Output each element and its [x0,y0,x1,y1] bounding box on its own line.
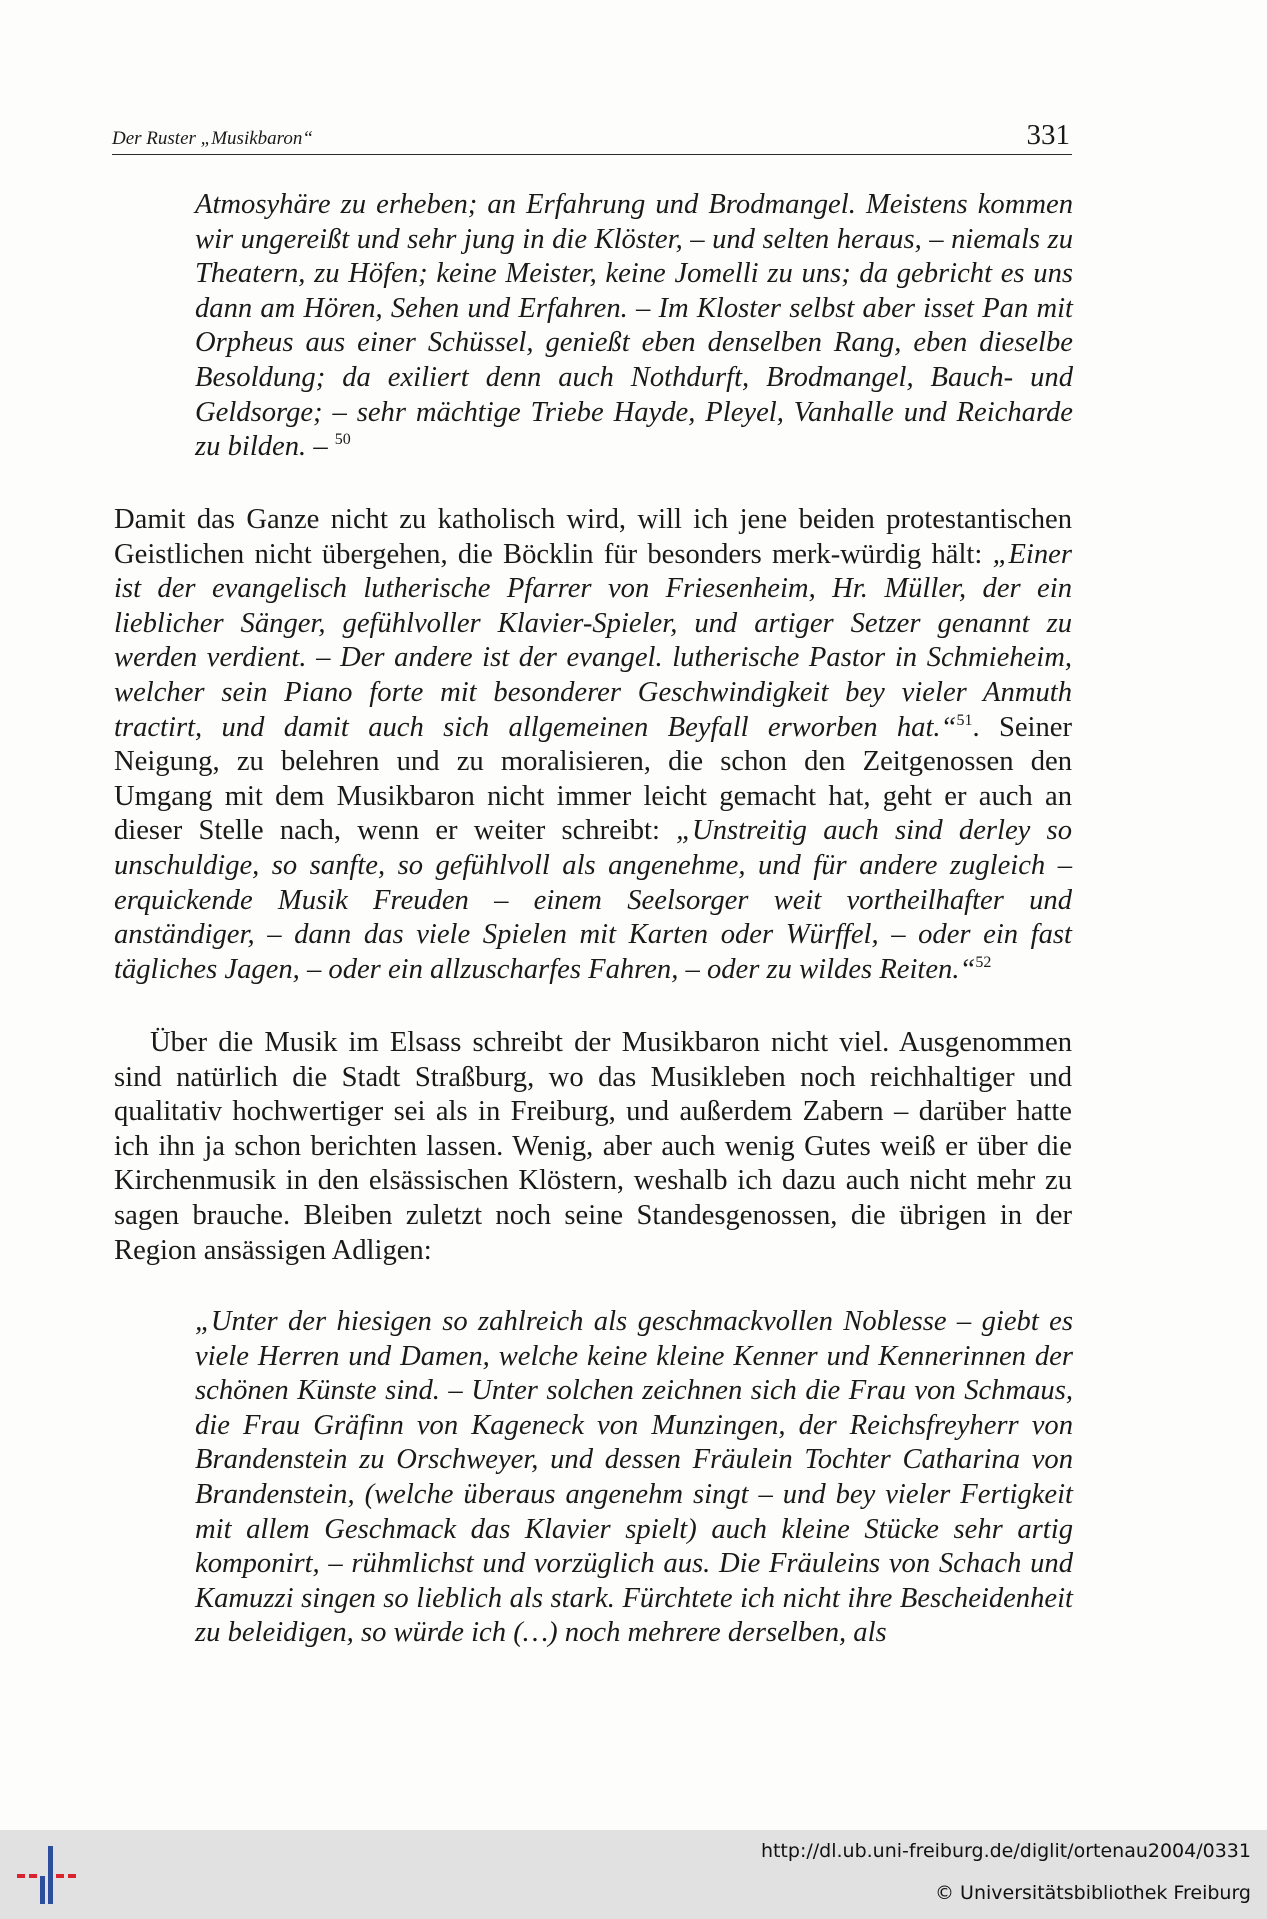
footer-bar [0,1830,1267,1919]
page-header [112,116,1072,155]
footnote-ref-52[interactable]: 52 [975,953,992,971]
paragraph-1 [114,503,1072,987]
footnote-ref-51[interactable]: 51 [956,711,973,729]
footer-copyright: © Universitätsbibliothek Freiburg [935,1882,1251,1904]
block-quote-2 [195,1305,1073,1651]
ub-freiburg-logo-icon [14,1840,84,1910]
paragraph-2-text: Über die Musik im Elsass schreibt der Musikbaron nicht viel. Ausgenommen sind natürlich die Stadt Straßburg, wo das Musikleben noch reichhaltiger und qualitativ hochwertiger sei als in Freiburg, und außerdem Zabern – darüber hatte ich ihn ja schon berichten lassen. Wenig, aber auch wenig Gutes weiß er über die Kirchenmusik in den elsässischen Klöstern, weshalb ich dazu auch nicht mehr zu sagen brauche. Bleiben zuletzt noch seine Standesgenossen, die übrigen in der Region ansässigen Adligen: [114,1027,1072,1266]
quote-2-text: „Unter der hiesigen so zahlreich als geschmackvollen Noblesse – giebt es viele Herren und Damen, welche keine kleine Kenner und Kennerinnen der schönen Künste sind. – Unter solchen zeichnen sich die Frau von Schmaus, die Frau Gräfinn von Kageneck von Munzingen, der Reichsfreyherr von Brandenstein zu Orschweyer, und dessen Fräulein Tochter Catharina von Brandenstein, (welche überaus angenehm singt – und bey vieler Fertigkeit mit allem Geschmack das Klavier spielt) auch kleine Stücke sehr artig komponirt, – rühmlichst und vorzüglich aus. Die Fräuleins von Schach und Kamuzzi singen so lieblich als stark. Fürchtete ich nicht ihre Bescheidenheit zu beleidigen, so würde ich (…) noch mehrere derselben, als [195,1306,1073,1649]
paragraph-2 [114,1026,1072,1268]
inline-quote-b: „Unstreitig auch sind derley so unschuldige, so sanfte, so gefühlvoll als angenehme, und für andere zugleich – erquickende Musik Freuden – einem Seelsorger weit vortheilhafter und anständiger, – dann das viele Spielen mit Karten oder Würffel, – oder ein fast tägliches Jagen, – oder ein allzuscharfes Fahren, – oder zu wildes Reiten.“ [114,815,1072,985]
footnote-ref-50[interactable]: 50 [334,431,351,449]
paragraph-1-text-b: . Seiner Neigung, zu belehren und zu moralisieren, die schon den Zeitgenossen den Umgang mit dem Musikbaron nicht immer leicht gemacht hat, geht er auch an dieser Stelle nach, wenn er weiter schreibt: [114,711,1072,847]
block-quote-1 [195,188,1073,465]
running-head: Der Ruster „Musikbaron“ [112,128,313,149]
page-number: 331 [1026,119,1070,151]
footer-url-link[interactable]: http://dl.ub.uni-freiburg.de/diglit/ortenau2004/0331 [760,1840,1251,1862]
inline-quote-a: „Einer ist der evangelisch lutherische Pfarrer von Friesenheim, Hr. Müller, der ein lieblicher Sänger, gefühlvoller Klavier-Spieler, und artiger Setzer genannt zu werden verdient. – Der andere ist der evangel. lutherische Pastor in Schmieheim, welcher sein Piano forte mit besonderer Geschwindigkeit bey vieler Anmuth tractirt, und damit auch sich allgemeinen Beyfall erworben hat.“ [114,538,1072,743]
quote-1-text: Atmosyhäre zu erheben; an Erfahrung und Brodmangel. Meistens kommen wir ungereißt und sehr jung in die Klöster, – und selten heraus, – niemals zu Theatern, zu Höfen; keine Meister, keine Jomelli zu uns; da gebricht es uns dann am Hören, Sehen und Erfahren. – Im Kloster selbst aber isset Pan mit Orpheus aus einer Schüssel, genießt eben denselben Rang, eben dieselbe Besoldung; da exiliert denn auch Nothdurft, Brodmangel, Bauch- und Geldsorge; – sehr mächtige Triebe Hayde, Pleyel, Vanhalle und Reicharde zu bilden. – [195,189,1073,463]
paragraph-1-text-a: Damit das Ganze nicht zu katholisch wird, will ich jene beiden protestantischen Geistlichen nicht übergehen, die Böcklin für besonders merk-würdig hält: [114,504,1072,570]
